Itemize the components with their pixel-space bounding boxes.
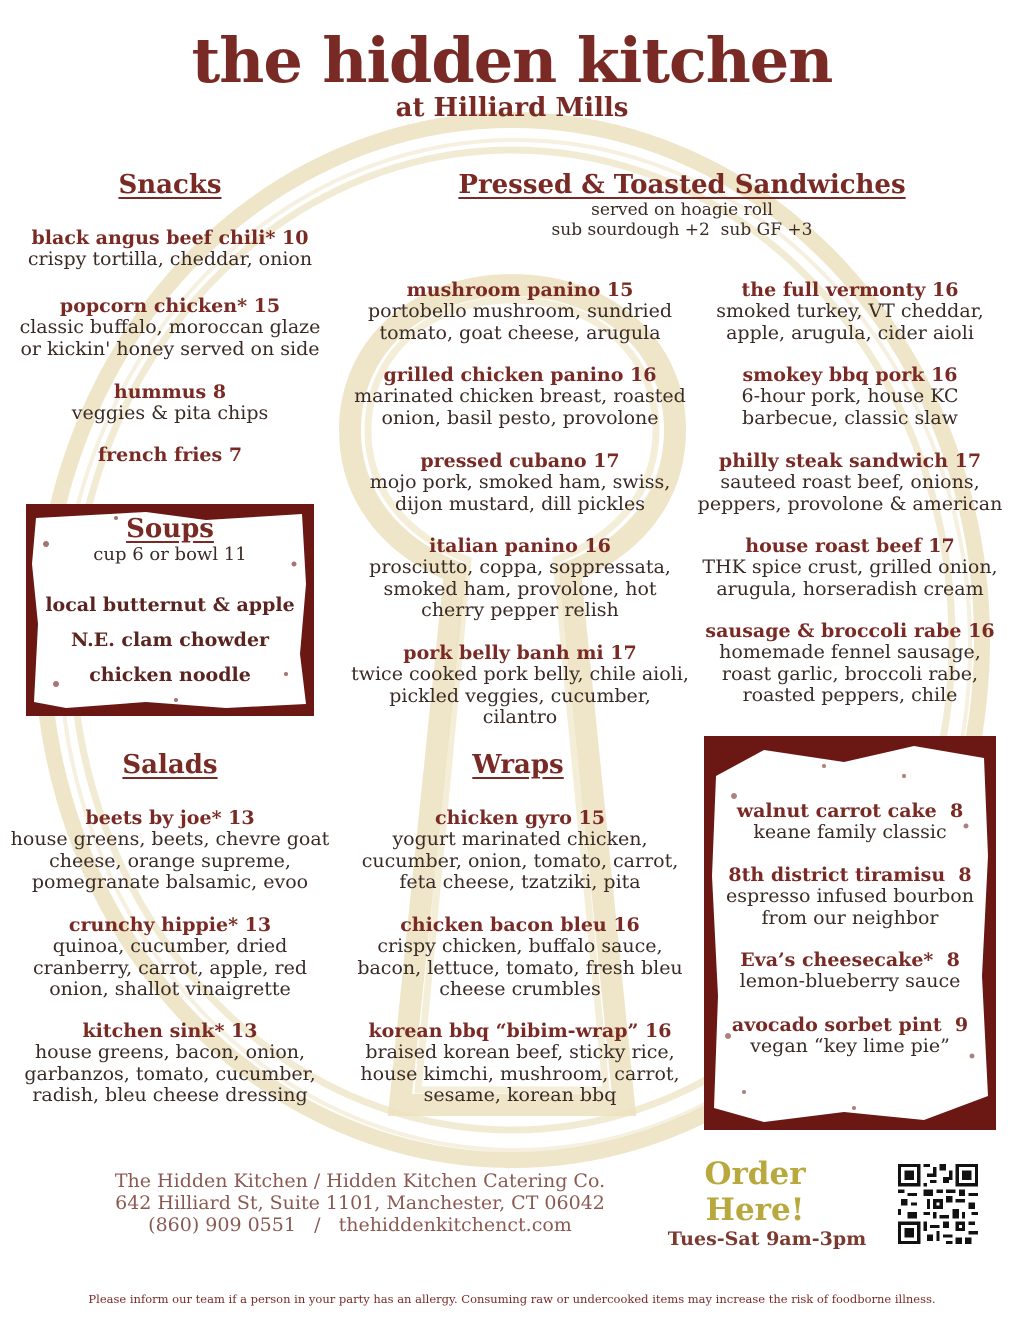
- item-desc: marinated chicken breast, roasted onion, basil pesto, provolone: [354, 385, 686, 429]
- menu-item: [350, 807, 690, 894]
- item-desc: veggies & pita chips: [71, 402, 269, 424]
- phone-website[interactable]: (860) 909 0551 / thehiddenkitchenct.com: [148, 1214, 572, 1236]
- item-desc: house greens, bacon, onion, garbanzos, tomato, cucumber, radish, bleu cheese dressing: [24, 1041, 316, 1106]
- menu-item: [692, 364, 1008, 429]
- item-desc: braised korean beef, sticky rice, house kimchi, mushroom, carrot, sesame, korean bbq: [360, 1041, 680, 1106]
- item-name: pork belly banh mi 17: [403, 642, 637, 664]
- menu-item: [350, 364, 690, 429]
- item-desc: sauteed roast beef, onions, peppers, provolone & american: [697, 471, 1003, 515]
- menu-item: [10, 227, 330, 271]
- item-name: philly steak sandwich 17: [718, 450, 982, 472]
- item-desc: quinoa, cucumber, dried cranberry, carrot, apple, red onion, shallot vinaigrette: [33, 935, 307, 1000]
- item-name: kitchen sink* 13: [82, 1020, 258, 1042]
- item-desc: lemon-blueberry sauce: [739, 970, 961, 992]
- soups-heading: Soups: [126, 514, 214, 544]
- menu-item: [704, 800, 996, 844]
- order-line-2: Here!: [705, 1192, 805, 1228]
- menu-item: [704, 949, 996, 993]
- item-name: 8th district tiramisu 8: [728, 864, 972, 886]
- sandwiches-heading: Pressed & Toasted Sandwiches: [458, 170, 906, 200]
- menu-item: [10, 295, 330, 360]
- item-desc: espresso infused bourbon from our neighbor: [725, 885, 974, 929]
- menu-item: [692, 450, 1008, 515]
- item-desc: 6-hour pork, house KC barbecue, classic slaw: [741, 385, 959, 429]
- item-name: smokey bbq pork 16: [742, 364, 958, 386]
- qr-code-icon[interactable]: [898, 1164, 978, 1244]
- sandwiches-note-1: served on hoagie roll: [591, 200, 773, 220]
- item-name: sausage & broccoli rabe 16: [705, 620, 995, 642]
- item-name: avocado sorbet pint 9: [731, 1014, 969, 1036]
- item-name: french fries 7: [97, 444, 243, 466]
- order-line-1: Order: [704, 1156, 806, 1192]
- snacks-heading: Snacks: [118, 170, 222, 200]
- menu-item: [350, 1020, 690, 1107]
- item-desc: prosciutto, coppa, soppressata, smoked ham, provolone, hot cherry pepper relish: [369, 556, 671, 621]
- address: 642 Hilliard St, Suite 1101, Manchester, CT 06042: [115, 1192, 605, 1214]
- menu-item: [10, 381, 330, 425]
- item-name: pressed cubano 17: [420, 450, 620, 472]
- soup-item: N.E. clam chowder: [70, 629, 270, 651]
- menu-item: [350, 450, 690, 515]
- soups-note: cup 6 or bowl 11: [93, 544, 247, 565]
- menu-item: [704, 1014, 996, 1058]
- menu-item: [704, 864, 996, 929]
- menu-item: [692, 620, 1008, 707]
- item-desc: homemade fennel sausage, roast garlic, broccoli rabe, roasted peppers, chile: [719, 641, 981, 706]
- item-name: the full vermonty 16: [741, 279, 959, 301]
- restaurant-title: the hidden kitchen: [191, 24, 833, 97]
- item-name: crunchy hippie* 13: [68, 914, 272, 936]
- menu-item: [10, 444, 330, 466]
- business-name: The Hidden Kitchen / Hidden Kitchen Catering Co.: [114, 1170, 606, 1192]
- item-name: grilled chicken panino 16: [383, 364, 657, 386]
- menu-item: [10, 914, 330, 1001]
- menu-item: [10, 807, 330, 894]
- item-desc: yogurt marinated chicken, cucumber, onion, tomato, carrot, feta cheese, tzatziki, pita: [361, 828, 679, 893]
- item-name: black angus beef chili* 10: [31, 227, 309, 249]
- menu-item: [692, 535, 1008, 600]
- item-name: korean bbq “bibim-wrap” 16: [368, 1020, 672, 1042]
- hours-label: Tues-Sat 9am-3pm: [667, 1228, 867, 1250]
- item-name: beets by joe* 13: [85, 807, 255, 829]
- sandwiches-note-2: sub sourdough +2 sub GF +3: [551, 220, 813, 240]
- menu-item: [350, 642, 690, 729]
- item-name: chicken gyro 15: [435, 807, 605, 829]
- menu-item: [692, 279, 1008, 344]
- item-name: house roast beef 17: [745, 535, 955, 557]
- item-desc: classic buffalo, moroccan glaze or kickin' honey served on side: [19, 316, 321, 360]
- item-desc: house greens, beets, chevre goat cheese, orange supreme, pomegranate balsamic, evoo: [10, 828, 330, 893]
- salads-heading: Salads: [122, 750, 218, 780]
- desserts-frame: [704, 736, 996, 1130]
- item-desc: portobello mushroom, sundried tomato, goat cheese, arugula: [367, 300, 673, 344]
- item-desc: THK spice crust, grilled onion, arugula, horseradish cream: [702, 556, 998, 600]
- soup-item: chicken noodle: [89, 664, 251, 686]
- menu-item: [350, 914, 690, 1001]
- item-name: walnut carrot cake 8: [736, 800, 964, 822]
- restaurant-subtitle: at Hilliard Mills: [395, 93, 629, 123]
- item-name: popcorn chicken* 15: [59, 295, 281, 317]
- soup-item: local butternut & apple: [45, 594, 295, 616]
- allergy-notice: Please inform our team if a person in your party has an allergy. Consuming raw or undercooked items may increase the risk of foodborne illness.: [88, 1292, 936, 1306]
- item-desc: keane family classic: [753, 821, 947, 843]
- item-name: hummus 8: [113, 381, 227, 403]
- contact-info: [60, 1170, 660, 1236]
- order-here-label: [690, 1156, 820, 1228]
- item-desc: crispy tortilla, cheddar, onion: [27, 248, 313, 270]
- menu-item: [10, 1020, 330, 1107]
- item-desc: smoked turkey, VT cheddar, apple, arugula, cider aioli: [716, 300, 984, 344]
- item-desc: mojo pork, smoked ham, swiss, dijon mustard, dill pickles: [369, 471, 671, 515]
- item-name: chicken bacon bleu 16: [400, 914, 640, 936]
- item-name: italian panino 16: [429, 535, 611, 557]
- item-desc: crispy chicken, buffalo sauce, bacon, lettuce, tomato, fresh bleu cheese crumbles: [357, 935, 683, 1000]
- menu-item: [350, 279, 690, 344]
- item-name: mushroom panino 15: [406, 279, 634, 301]
- item-desc: twice cooked pork belly, chile aioli, pickled veggies, cucumber, cilantro: [351, 663, 689, 728]
- wraps-heading: Wraps: [472, 750, 564, 780]
- item-name: Eva’s cheesecake* 8: [740, 949, 960, 971]
- item-desc: vegan “key lime pie”: [750, 1035, 950, 1057]
- menu-item: [350, 535, 690, 622]
